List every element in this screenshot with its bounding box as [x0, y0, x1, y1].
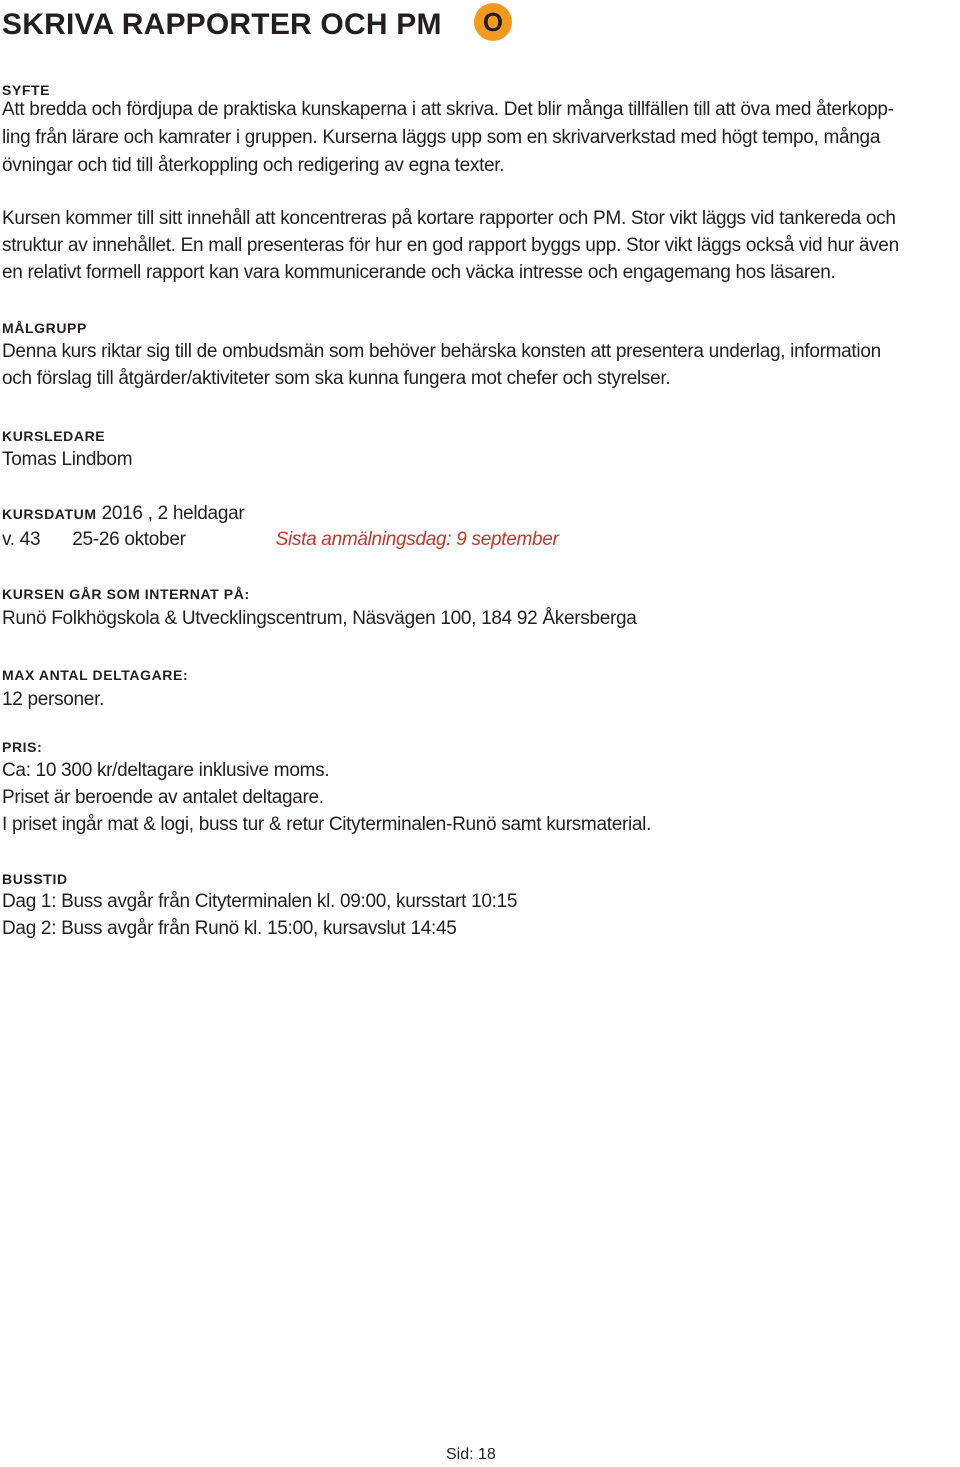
kursdatum-row — [2, 503, 244, 525]
pris-line-1: Ca: 10 300 kr/deltagare inklusive moms. — [2, 760, 330, 781]
pris-line-3: I priset ingår mat & logi, buss tur & retur Cityterminalen-Runö samt kursmaterial. — [2, 814, 652, 835]
kursledare-heading: KURSLEDARE — [2, 428, 106, 444]
malgrupp-line-1: Denna kurs riktar sig till de ombudsmän som behöver behärska konsten att presentera underlag, information — [2, 341, 881, 362]
kursdatum-year: 2016 , — [101, 503, 153, 524]
kursdatum-deadline: Sista anmälningsdag: 9 september — [275, 529, 559, 550]
kursdatum-days: 2 heldagar — [157, 503, 245, 524]
max-value: 12 personer. — [2, 689, 105, 710]
busstid-heading: BUSSTID — [2, 871, 68, 887]
syfte-line-2: ling från lärare och kamrater i gruppen. Kurserna läggs upp som en skrivarverkstad med högt tempo, många — [2, 127, 881, 148]
busstid-line-2: Dag 2: Buss avgår från Runö kl. 15:00, kursavslut 14:45 — [2, 918, 457, 939]
internat-place: Runö Folkhögskola & Utvecklingscentrum, Näsvägen 100, 184 92 Åkersberga — [2, 608, 637, 629]
syfte-line-1: Att bredda och fördjupa de praktiska kunskaperna i att skriva. Det blir många tillfällen till att öva med återkopp- — [2, 99, 894, 120]
malgrupp-line-2: och förslag till åtgärder/aktiviteter som ska kunna fungera mot chefer och styrelser. — [2, 368, 671, 389]
malgrupp-heading: MÅLGRUPP — [2, 320, 87, 336]
pris-line-2: Priset är beroende av antalet deltagare. — [2, 787, 324, 808]
kursdatum-heading: KURSDATUM — [2, 506, 97, 522]
syfte-line-5: struktur av innehållet. En mall presenteras för hur en god rapport byggs upp. Stor vikt läggs också vid hur även — [2, 235, 899, 256]
kursdatum-week-row — [2, 529, 559, 551]
busstid-line-1: Dag 1: Buss avgår från Cityterminalen kl. 09:00, kursstart 10:15 — [2, 891, 518, 912]
syfte-line-4: Kursen kommer till sitt innehåll att koncentreras på kortare rapporter och PM. Stor vikt läggs vid tankereda och — [2, 208, 896, 229]
page-title: SKRIVA RAPPORTER OCH PM — [2, 8, 442, 41]
syfte-line-6: en relativt formell rapport kan vara kommunicerande och väcka intresse och engagemang hos läsaren. — [2, 262, 836, 283]
kursdatum-dates: 25-26 oktober — [72, 529, 186, 550]
syfte-heading: SYFTE — [2, 82, 51, 98]
internat-heading: KURSEN GÅR SOM INTERNAT PÅ: — [2, 586, 250, 602]
section-badge: O — [474, 3, 512, 41]
kursledare-name: Tomas Lindbom — [2, 449, 133, 470]
pris-heading: PRIS: — [2, 739, 43, 755]
kursdatum-week: v. 43 — [2, 529, 41, 550]
page-number: Sid: 18 — [446, 1446, 496, 1463]
max-heading: MAX ANTAL DELTAGARE: — [2, 667, 189, 683]
syfte-line-3: övningar och tid till återkoppling och redigering av egna texter. — [2, 155, 505, 176]
